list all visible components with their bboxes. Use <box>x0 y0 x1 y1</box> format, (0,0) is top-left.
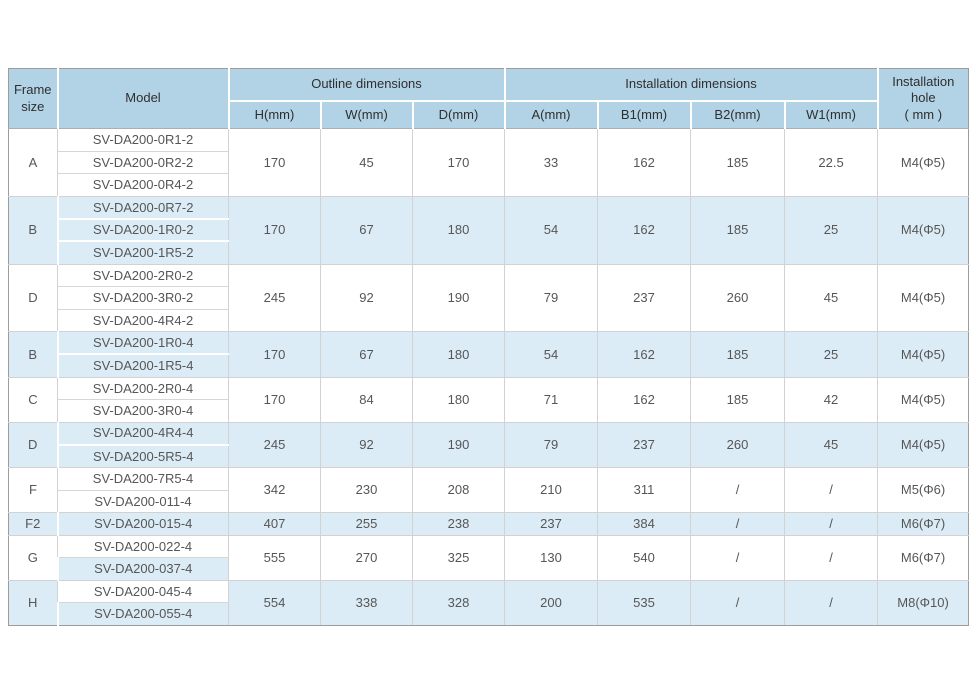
dim-b1-cell: 237 <box>598 422 691 467</box>
dim-d-cell: 170 <box>413 129 505 197</box>
dim-h-cell: 555 <box>229 535 321 580</box>
model-cell: SV-DA200-3R0-2 <box>58 287 229 310</box>
dim-d-cell: 190 <box>413 264 505 332</box>
dim-w-cell: 92 <box>321 264 413 332</box>
dim-b1-cell: 162 <box>598 377 691 422</box>
dim-a-cell: 33 <box>505 129 598 197</box>
dim-w1-cell: 45 <box>785 422 878 467</box>
dim-b1-cell: 162 <box>598 129 691 197</box>
header-w1-mm: W1(mm) <box>785 101 878 129</box>
installation-hole-label: Installation hole <box>892 74 955 106</box>
model-cell: SV-DA200-015-4 <box>58 513 229 536</box>
model-cell: SV-DA200-0R2-2 <box>58 151 229 174</box>
table-row <box>9 377 969 400</box>
dim-w1-cell: 45 <box>785 264 878 332</box>
dim-w-cell: 338 <box>321 580 413 625</box>
dim-h-cell: 554 <box>229 580 321 625</box>
frame-size-cell: G <box>9 535 58 580</box>
frame-size-cell: F2 <box>9 513 58 536</box>
installation-hole-cell: M4(Φ5) <box>878 264 969 332</box>
model-cell: SV-DA200-0R4-2 <box>58 174 229 197</box>
dim-d-cell: 190 <box>413 422 505 467</box>
dim-a-cell: 79 <box>505 422 598 467</box>
dim-w-cell: 255 <box>321 513 413 536</box>
dim-b1-cell: 535 <box>598 580 691 625</box>
installation-hole-cell: M4(Φ5) <box>878 332 969 377</box>
header-w-mm: W(mm) <box>321 101 413 129</box>
dim-d-cell: 238 <box>413 513 505 536</box>
dim-w1-cell: / <box>785 513 878 536</box>
installation-hole-cell: M4(Φ5) <box>878 422 969 467</box>
dim-a-cell: 130 <box>505 535 598 580</box>
dim-w1-cell: 22.5 <box>785 129 878 197</box>
dim-b1-cell: 311 <box>598 467 691 512</box>
dim-a-cell: 54 <box>505 196 598 264</box>
dim-w-cell: 92 <box>321 422 413 467</box>
table-row <box>9 580 969 603</box>
model-cell: SV-DA200-1R0-2 <box>58 219 229 242</box>
dim-w1-cell: 25 <box>785 332 878 377</box>
model-cell: SV-DA200-045-4 <box>58 580 229 603</box>
dim-a-cell: 54 <box>505 332 598 377</box>
frame-size-cell: A <box>9 129 58 197</box>
installation-hole-cell: M4(Φ5) <box>878 196 969 264</box>
installation-hole-unit: ( mm ) <box>904 106 943 122</box>
frame-size-cell: B <box>9 196 58 264</box>
frame-size-cell: D <box>9 422 58 467</box>
dim-h-cell: 407 <box>229 513 321 536</box>
header-h-mm: H(mm) <box>229 101 321 129</box>
header-installation-hole <box>878 69 969 129</box>
dim-a-cell: 237 <box>505 513 598 536</box>
dim-a-cell: 200 <box>505 580 598 625</box>
model-cell: SV-DA200-5R5-4 <box>58 445 229 468</box>
model-cell: SV-DA200-022-4 <box>58 535 229 558</box>
table-row <box>9 196 969 219</box>
dim-w1-cell: 42 <box>785 377 878 422</box>
model-cell: SV-DA200-2R0-4 <box>58 377 229 400</box>
model-cell: SV-DA200-037-4 <box>58 558 229 581</box>
dim-w-cell: 270 <box>321 535 413 580</box>
dim-w1-cell: / <box>785 580 878 625</box>
header-model: Model <box>58 69 229 129</box>
spec-table-body <box>9 129 969 626</box>
dim-d-cell: 180 <box>413 377 505 422</box>
dim-w1-cell: 25 <box>785 196 878 264</box>
table-header <box>9 69 969 129</box>
dim-b1-cell: 540 <box>598 535 691 580</box>
dim-w-cell: 45 <box>321 129 413 197</box>
table-row <box>9 129 969 152</box>
dim-h-cell: 170 <box>229 129 321 197</box>
model-cell: SV-DA200-011-4 <box>58 490 229 513</box>
table-row <box>9 513 969 536</box>
installation-hole-cell: M6(Φ7) <box>878 513 969 536</box>
frame-size-cell: H <box>9 580 58 625</box>
frame-size-cell: C <box>9 377 58 422</box>
dim-w-cell: 84 <box>321 377 413 422</box>
model-cell: SV-DA200-1R0-4 <box>58 332 229 355</box>
header-outline-dimensions: Outline dimensions <box>229 69 505 101</box>
model-cell: SV-DA200-7R5-4 <box>58 467 229 490</box>
dim-b2-cell: 260 <box>691 264 785 332</box>
frame-size-cell: F <box>9 467 58 512</box>
header-a-mm: A(mm) <box>505 101 598 129</box>
dim-b2-cell: 185 <box>691 332 785 377</box>
header-b2-mm: B2(mm) <box>691 101 785 129</box>
dim-b2-cell: 185 <box>691 196 785 264</box>
dim-b1-cell: 384 <box>598 513 691 536</box>
dim-h-cell: 342 <box>229 467 321 512</box>
dim-w-cell: 67 <box>321 196 413 264</box>
dim-b2-cell: 185 <box>691 129 785 197</box>
model-cell: SV-DA200-4R4-2 <box>58 309 229 332</box>
dim-b2-cell: 260 <box>691 422 785 467</box>
dim-b2-cell: / <box>691 535 785 580</box>
dim-a-cell: 71 <box>505 377 598 422</box>
model-cell: SV-DA200-4R4-4 <box>58 422 229 445</box>
model-cell: SV-DA200-1R5-2 <box>58 241 229 264</box>
header-installation-dimensions: Installation dimensions <box>505 69 878 101</box>
dim-b2-cell: / <box>691 513 785 536</box>
dim-w-cell: 230 <box>321 467 413 512</box>
header-frame-size: Frame size <box>9 69 58 129</box>
table-row <box>9 422 969 445</box>
model-cell: SV-DA200-055-4 <box>58 603 229 626</box>
dim-b1-cell: 237 <box>598 264 691 332</box>
model-cell: SV-DA200-3R0-4 <box>58 400 229 423</box>
header-d-mm: D(mm) <box>413 101 505 129</box>
installation-hole-cell: M6(Φ7) <box>878 535 969 580</box>
table-row <box>9 264 969 287</box>
dim-b1-cell: 162 <box>598 332 691 377</box>
model-cell: SV-DA200-1R5-4 <box>58 354 229 377</box>
table-row <box>9 467 969 490</box>
installation-hole-cell: M8(Φ10) <box>878 580 969 625</box>
dim-b2-cell: / <box>691 467 785 512</box>
spec-table <box>8 68 969 626</box>
table-row <box>9 332 969 355</box>
dim-a-cell: 210 <box>505 467 598 512</box>
dim-h-cell: 245 <box>229 264 321 332</box>
dim-w-cell: 67 <box>321 332 413 377</box>
dim-w1-cell: / <box>785 535 878 580</box>
model-cell: SV-DA200-2R0-2 <box>58 264 229 287</box>
installation-hole-cell: M4(Φ5) <box>878 129 969 197</box>
dim-d-cell: 328 <box>413 580 505 625</box>
model-cell: SV-DA200-0R7-2 <box>58 196 229 219</box>
dim-d-cell: 180 <box>413 332 505 377</box>
dim-d-cell: 180 <box>413 196 505 264</box>
dim-h-cell: 170 <box>229 377 321 422</box>
table-row <box>9 535 969 558</box>
dim-h-cell: 245 <box>229 422 321 467</box>
dim-b2-cell: 185 <box>691 377 785 422</box>
dim-w1-cell: / <box>785 467 878 512</box>
dim-h-cell: 170 <box>229 332 321 377</box>
frame-size-cell: B <box>9 332 58 377</box>
model-cell: SV-DA200-0R1-2 <box>58 129 229 152</box>
header-b1-mm: B1(mm) <box>598 101 691 129</box>
dim-d-cell: 208 <box>413 467 505 512</box>
dim-b1-cell: 162 <box>598 196 691 264</box>
dim-a-cell: 79 <box>505 264 598 332</box>
dim-d-cell: 325 <box>413 535 505 580</box>
installation-hole-cell: M5(Φ6) <box>878 467 969 512</box>
dim-b2-cell: / <box>691 580 785 625</box>
dim-h-cell: 170 <box>229 196 321 264</box>
installation-hole-cell: M4(Φ5) <box>878 377 969 422</box>
frame-size-cell: D <box>9 264 58 332</box>
